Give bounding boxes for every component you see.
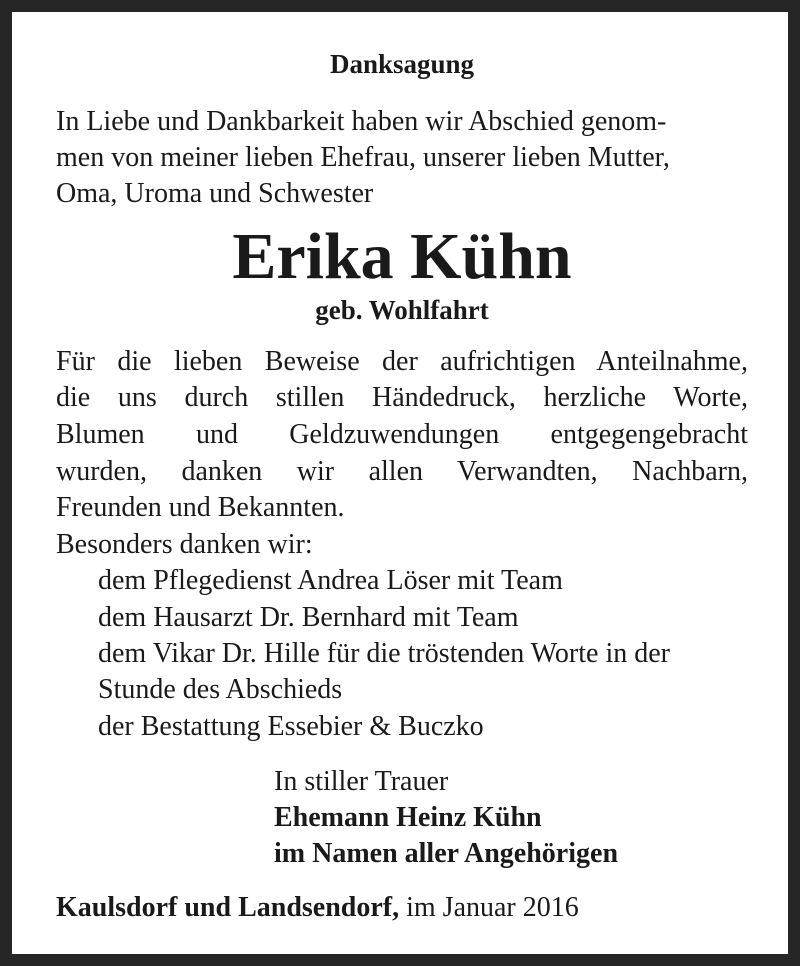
footer-date: im Januar 2016: [399, 892, 579, 923]
thanks-paragraph-line: Freunden und Bekannten.: [56, 492, 345, 523]
special-thanks-intro: Besonders danken wir:: [56, 529, 313, 560]
thanks-paragraph-line: Für die lieben Beweise der aufrichtigen Anteilnahme,: [56, 346, 748, 377]
intro-line: men von meiner lieben Ehefrau, unserer lieben Mutter,: [56, 142, 670, 173]
husband-name: Ehemann Heinz Kühn: [274, 802, 542, 833]
special-thanks-item: dem Hausarzt Dr. Bernhard mit Team: [98, 602, 519, 633]
intro-line: Oma, Uroma und Schwester: [56, 178, 374, 209]
intro-line: In Liebe und Dankbarkeit haben wir Abschied genom-: [56, 106, 667, 137]
family-line: im Namen aller Angehörigen: [274, 838, 619, 869]
footer-line: [56, 890, 579, 926]
special-thanks-item: dem Vikar Dr. Hille für die tröstenden Worte in der: [98, 638, 670, 669]
thanks-paragraph-line: die uns durch stillen Händedruck, herzliche Worte,: [56, 382, 748, 413]
special-thanks-item: dem Pflegedienst Andrea Löser mit Team: [98, 565, 563, 596]
thanks-paragraph-line: wurden, danken wir allen Verwandten, Nachbarn,: [56, 456, 748, 487]
thanks-paragraph-line: Blumen und Geldzuwendungen entgegengebracht: [56, 419, 748, 450]
footer-places: Kaulsdorf und Landsendorf,: [56, 892, 400, 923]
special-thanks-item: Stunde des Abschieds: [98, 674, 343, 705]
maiden-name: geb. Wohlfahrt: [315, 295, 489, 325]
mourning-line: In stiller Trauer: [274, 766, 449, 797]
special-thanks-item: der Bestattung Essebier & Buczko: [98, 711, 484, 742]
deceased-name: Erika Kühn: [232, 220, 572, 293]
notice-heading: Danksagung: [329, 49, 475, 79]
